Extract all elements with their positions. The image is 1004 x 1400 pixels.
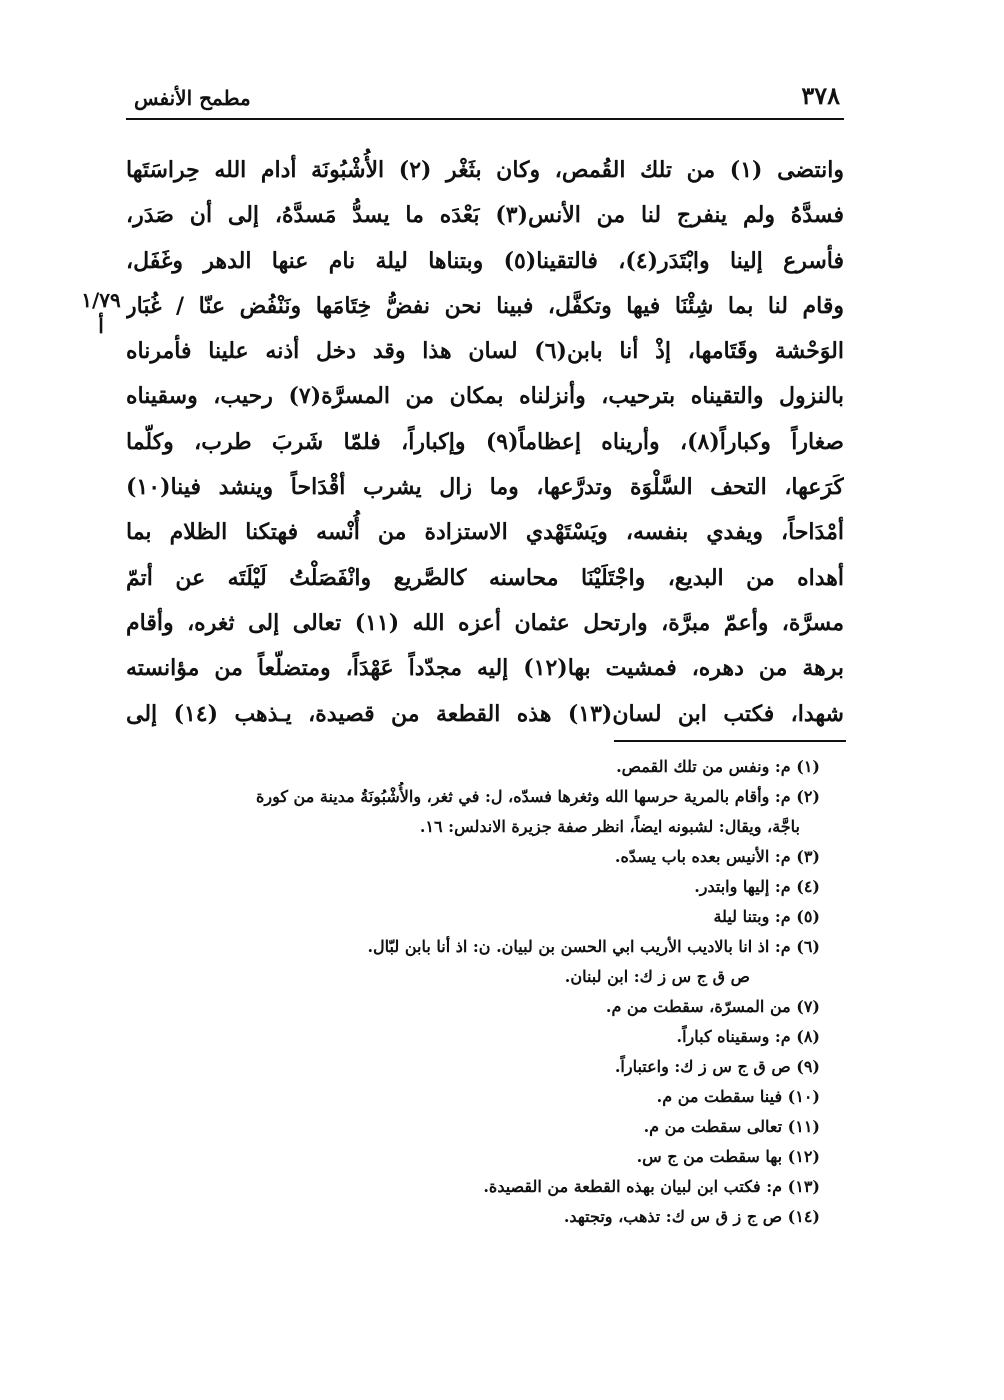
footnotes	[126, 752, 840, 1232]
footnote: (١) م: ونفس من تلك القمص.	[616, 757, 820, 776]
footnote-continuation: باجَّة، ويقال: لشبونه ايضاً، انظر صفة جزيرة الاندلس: ١٦.	[419, 817, 800, 836]
footnote-separator	[614, 740, 846, 742]
page-number: ٣٧٨	[801, 81, 840, 110]
text-line: صغاراً وكباراً(٨)، وأريناه إعظاماً(٩) وإكباراً، فلمّا شَربَ طرب، وكلّما	[126, 428, 844, 455]
text-line: وانتضى (١) من تلك القُمص، وكان بثَغْر (٢) الأُشْبُونَة أدام الله حِراسَتَها	[126, 157, 844, 183]
text-line: أهداه من البديع، واجْتَلَيْنَا محاسنه كالصَّريع وانْفَصَلْتُ لَيْلَتَه عن أتمّ	[126, 564, 844, 591]
running-title: مطمح الأنفس	[134, 86, 251, 110]
text-line: فسدَّهُ ولم ينفرج لنا من الأنس(٣) بَعْدَه ما يسدُّ مَسدَّهُ، إلى أن صَدَر،	[126, 202, 844, 229]
footnote: (١١) تعالى سقطت من م.	[643, 1117, 820, 1136]
text-line: أمْدَاحاً، ويفدي بنفسه، ويَسْتَهْدي الاستزادة من أُنْسه فهتكنا الظلام بما	[126, 519, 844, 546]
main-text	[126, 148, 844, 737]
text-line: شهدا، فكتب ابن لسان(١٣) هذه القطعة من قصيدة، يـذهب (١٤) إلى	[126, 700, 844, 727]
footnote: (١٢) بها سقطت من ج س.	[636, 1147, 820, 1166]
footnote: (١٣) م: فكتب ابن لبيان بهذه القطعة من القصيدة.	[483, 1177, 820, 1196]
manuscript-folio-marker: ١/٧٩ أ	[81, 288, 121, 338]
header-rule	[126, 118, 844, 120]
footnote: (٨) م: وسقيناه كباراً.	[676, 1027, 820, 1046]
footnote-continuation: ص ق ج س ز ك: ابن لبنان.	[564, 967, 750, 986]
footnote: (٢) م: وأقام بالمرية حرسها الله وثغرها فسدّه، ل: في ثغر، والأُشْبُونَةُ مدينة من كورة	[255, 787, 820, 806]
text-line: بالنزول والتقيناه بترحيب، وأنزلناه بمكان من المسرَّة(٧) رحيب، وسقيناه	[126, 383, 844, 410]
footnote: (١٠) فينا سقطت من م.	[656, 1087, 820, 1106]
footnote: (٥) م: وبتنا ليلة	[713, 907, 820, 926]
page-header	[130, 82, 840, 116]
text-line: كَرَعها، التحف السَّلْوَة وتدرَّعها، وما زال يشرب أقْدَاحاً وينشد فينا(١٠)	[126, 474, 844, 501]
footnote: (٧) من المسرّة، سقطت من م.	[605, 997, 820, 1016]
text-line: الوَحْشة وقَتَامها، إذْ أنا بابن(٦) لسان هذا وقد دخل أذنه علينا فأمرناه	[126, 338, 844, 365]
footnote: (١٤) ص ج ز ق س ك: تذهب، وتجتهد.	[563, 1207, 820, 1226]
text-line: فأسرع إلينا وابْتَدَر(٤)، فالتقينا(٥) وبتناها ليلة نام عنها الدهر وغَفَل،	[126, 247, 844, 274]
footnote: (٣) م: الأنيس بعده باب يسدّه.	[614, 847, 820, 866]
text-line: وقام لنا بما شِئْنَا فيها وتكفَّل، فبينا نحن نفضُّ خِتَامَها ونَنْفُض عنّا / غُبَار	[126, 292, 844, 319]
footnote: (٦) م: اذ انا بالاديب الأريب ابي الحسن بن لبيان. ن: اذ أنا بابن لبّال.	[367, 937, 820, 956]
footnote: (٩) ص ق ج س ز ك: واعتباراً.	[614, 1057, 820, 1076]
footnote: (٤) م: إليها وابتدر.	[694, 877, 820, 896]
text-line: برهة من دهره، فمشيت بها(١٢) إليه مجدّداً عَهْدَاً، ومتضلّعاً من مؤانسته	[126, 655, 844, 682]
text-line: مسرَّة، وأعمّ مبرَّة، وارتحل عثمان أعزه الله (١١) تعالى إلى ثغره، وأقام	[126, 609, 844, 636]
